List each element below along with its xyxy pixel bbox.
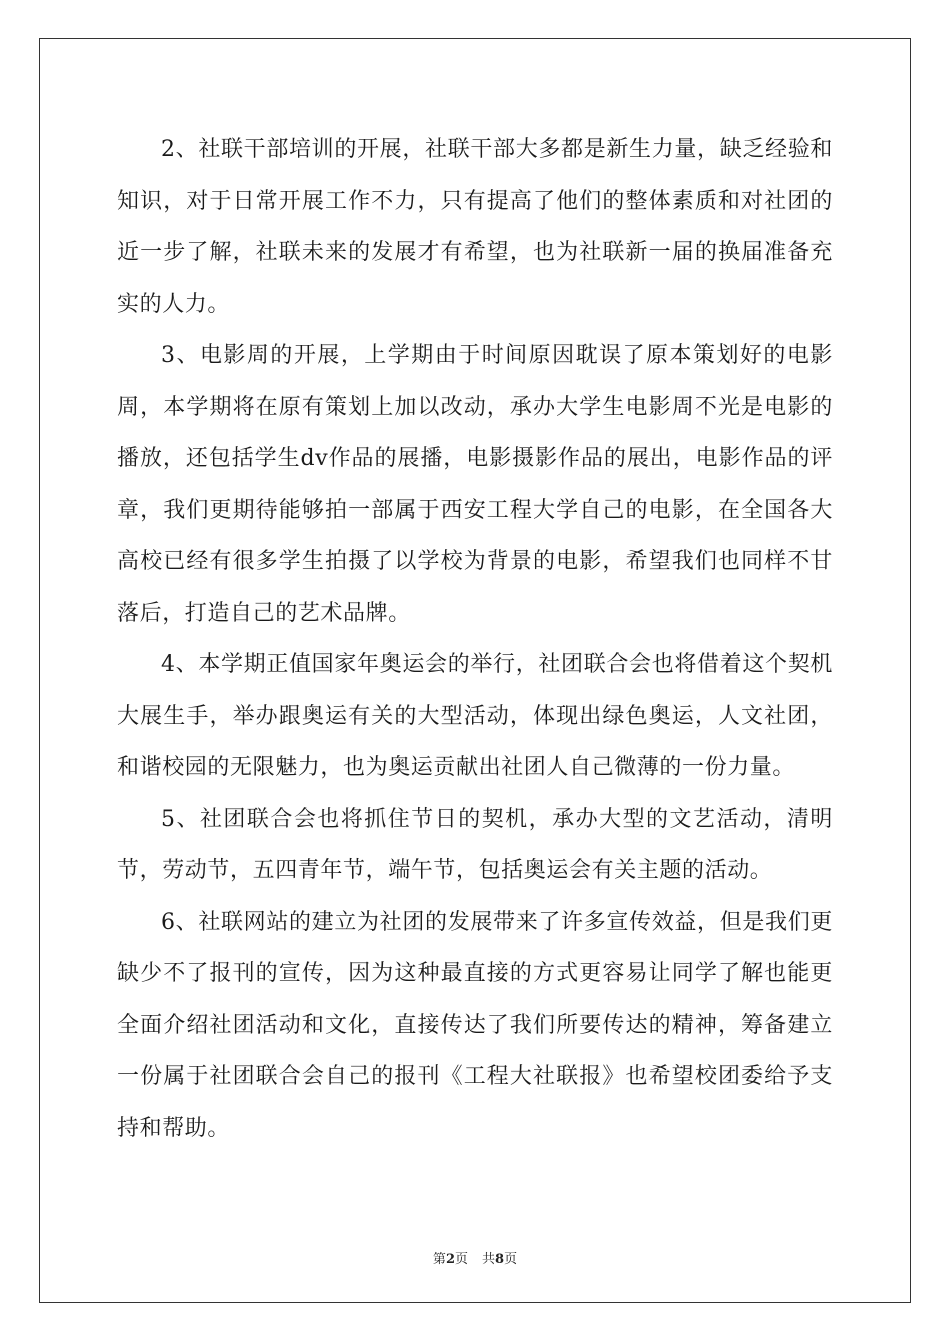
- page-prefix: 第: [432, 1252, 446, 1267]
- total-prefix: 共: [482, 1252, 496, 1267]
- paragraph-6: 6、社联网站的建立为社团的发展带来了许多宣传效益，但是我们更缺少不了报刊的宣传，因为这种最直接的方式更容易让同学了解也能更全面介绍社团活动和文化，直接传达了我们所要传达的精神，筹备建立一份属于社团联合会自己的报刊《工程大社联报》也希望校团委给予支持和帮助。: [117, 909, 833, 1141]
- current-page-number: 2: [445, 1252, 455, 1267]
- paragraph-3: 3、电影周的开展，上学期由于时间原因耽误了原本策划好的电影周，本学期将在原有策划上加以改动，承办大学生电影周不光是电影的播放，还包括学生dv作品的展播，电影摄影作品的展出，电影作品的评章，我们更期待能够拍一部属于西安工程大学自己的电影，在全国各大高校已经有很多学生拍摄了以学校为背景的电影，希望我们也同样不甘落后，打造自己的艺术品牌。: [117, 343, 833, 626]
- paragraph-2: 2、社联干部培训的开展，社联干部大多都是新生力量，缺乏经验和知识，对于日常开展工作不力，只有提高了他们的整体素质和对社团的近一步了解，社联未来的发展才有希望，也为社联新一届的换届准备充实的人力。: [117, 137, 833, 317]
- paragraph-5: 5、社团联合会也将抓住节日的契机，承办大型的文艺活动，清明节，劳动节，五四青年节，端午节，包括奥运会有关主题的活动。: [117, 806, 833, 883]
- page-footer: [0, 1248, 950, 1267]
- paragraph-4: 4、本学期正值国家年奥运会的举行，社团联合会也将借着这个契机大展生手，举办跟奥运有关的大型活动，体现出绿色奥运，人文社团，和谐校园的无限魅力，也为奥运贡献出社团人自己微薄的一份力量。: [117, 652, 833, 780]
- page-suffix: 页: [454, 1252, 468, 1267]
- total-suffix: 页: [504, 1252, 518, 1267]
- total-page-count: 8: [495, 1252, 505, 1267]
- document-body: [117, 124, 833, 1154]
